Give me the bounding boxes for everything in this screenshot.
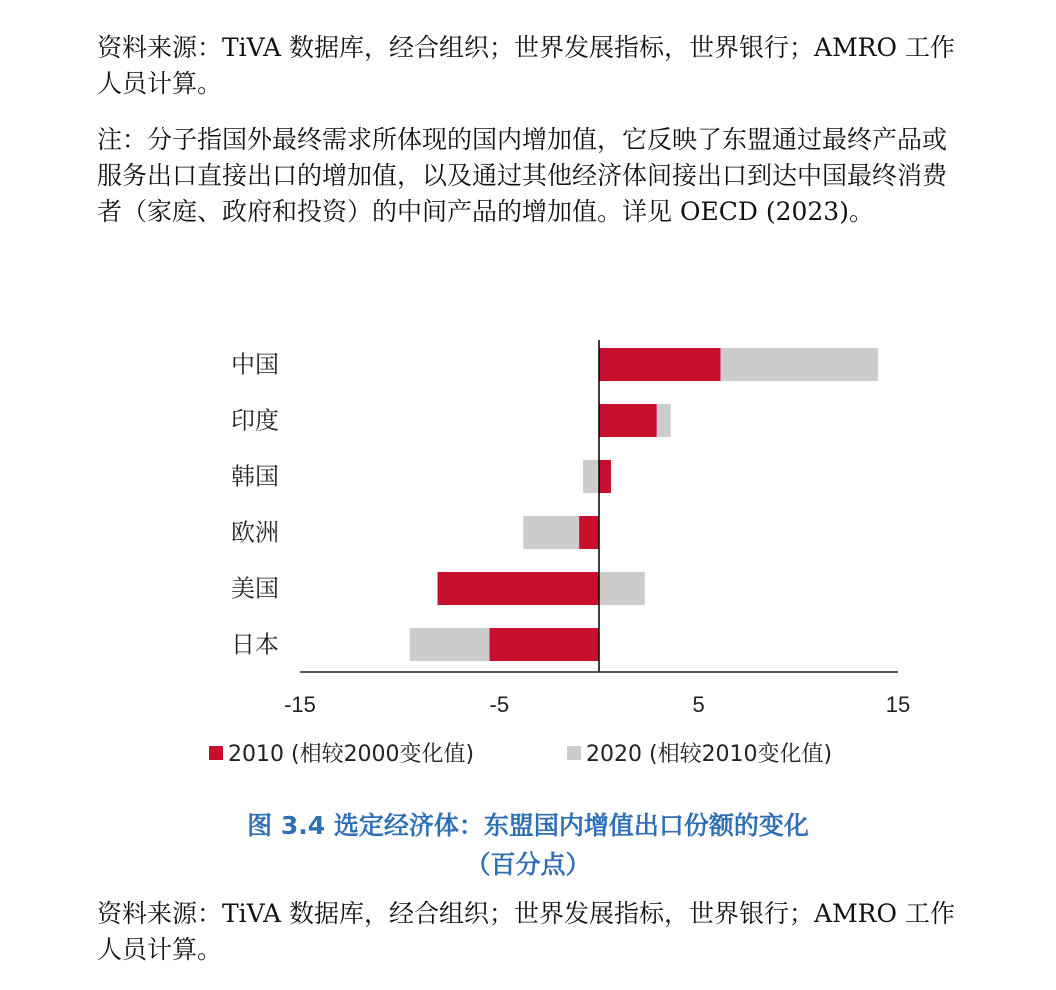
bar-series-2020	[583, 460, 599, 493]
bar-series-2010	[599, 404, 657, 437]
category-label: 日本	[231, 630, 279, 659]
figure-caption-title: 图 3.4 选定经济体：东盟国内增值出口份额的变化	[247, 811, 809, 840]
category-label: 美国	[231, 574, 279, 603]
category-label: 韩国	[231, 462, 279, 491]
x-tick-label: -15	[284, 692, 316, 717]
source-note-top: 资料来源：TiVA 数据库，经合组织；世界发展指标，世界银行；AMRO 工作人员计算。	[97, 33, 955, 98]
legend	[209, 742, 832, 767]
category-label: 欧洲	[231, 518, 279, 547]
category-labels	[231, 351, 279, 659]
bar-series-2010	[489, 628, 599, 661]
bar-series-2010	[438, 572, 599, 605]
category-label: 中国	[231, 350, 279, 379]
bar-series-2020	[523, 516, 579, 549]
x-tick-label: 5	[692, 692, 705, 717]
bar-series-2010	[599, 460, 611, 493]
legend-swatch	[567, 746, 581, 760]
x-tick-label: -5	[489, 692, 510, 717]
figure-caption-unit: （百分点）	[465, 850, 591, 879]
source-note-bottom: 资料来源：TiVA 数据库，经合组织；世界发展指标，世界银行；AMRO 工作人员计算。	[97, 899, 955, 964]
x-tick-labels	[284, 692, 910, 717]
bar-series-2010	[599, 348, 721, 381]
bar-series-2020	[599, 572, 645, 605]
explanatory-note: 注：分子指国外最终需求所体现的国内增加值，它反映了东盟通过最终产品或服务出口直接出口的增加值，以及通过其他经济体间接出口到达中国最终消费者（家庭、政府和投资）的中间产品的增加值。详见 OECD (2023)。	[97, 125, 948, 226]
bar-chart	[0, 300, 1056, 800]
legend-label: 2010 (相较2000变化值)	[228, 742, 475, 767]
legend-swatch	[209, 746, 223, 760]
bars	[410, 348, 878, 661]
bar-series-2020	[721, 348, 878, 381]
legend-label: 2020 (相较2010变化值)	[586, 742, 833, 767]
x-tick-label: 15	[885, 692, 911, 717]
category-label: 印度	[231, 406, 279, 435]
bar-series-2020	[657, 404, 671, 437]
bar-series-2010	[579, 516, 599, 549]
bar-series-2020	[410, 628, 490, 661]
